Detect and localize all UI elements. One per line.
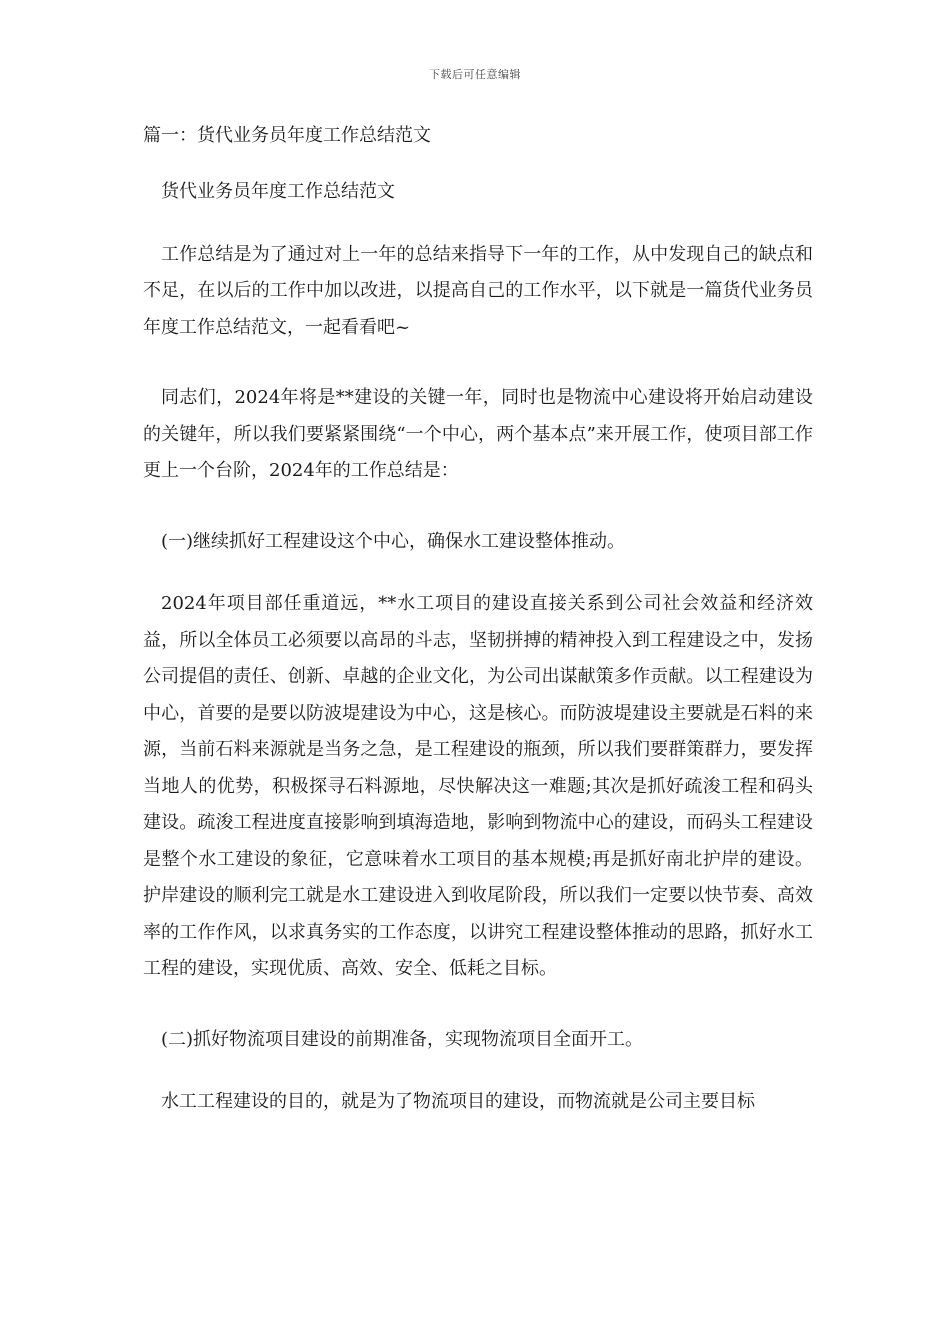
document-body bbox=[143, 118, 813, 1155]
paragraph-intro: 工作总结是为了通过对上一年的总结来指导下一年的工作，从中发现自己的缺点和不足，在以后的工作中加以改进，以提高自己的工作水平，以下就是一篇货代业务员年度工作总结范文，一起看看吧~ bbox=[143, 243, 813, 338]
section-heading-2: (二)抓好物流项目建设的前期准备，实现物流项目全面开工。 bbox=[161, 1028, 644, 1050]
paragraph-section-1: 2024年项目部任重道远，**水工项目的建设直接关系到公司社会效益和经济效益，所以全体员工必须要以高昂的斗志，坚韧拼搏的精神投入到工程建设之中，发扬公司提倡的责任、创新、卓越的企业文化，为公司出谋献策多作贡献。以工程建设为中心，首要的是要以防波堤建设为中心，这是核心。而防波堤建设主要就是石料的来源，当前石料来源就是当务之急，是工程建设的瓶颈，所以我们要群策群力，要发挥当地人的优势，积极探寻石料源地，尽快解决这一难题;其次是抓好疏浚工程和码头建设。疏浚工程进度直接影响到填海造地，影响到物流中心的建设，而码头工程建设是整个水工建设的象征，它意味着水工项目的基本规模;再是抓好南北护岸的建设。护岸建设的顺利完工就是水工建设进入到收尾阶段，所以我们一定要以快节奏、高效率的工作作风，以求真务实的工作态度，以讲究工程建设整体推动的思路，抓好水工工程的建设，实现优质、高效、安全、低耗之目标。 bbox=[143, 593, 813, 979]
paragraph-opening: 同志们，2024年将是**建设的关键一年，同时也是物流中心建设将开始启动建设的关键年，所以我们要紧紧围绕“一个中心，两个基本点”来开展工作，使项目部工作更上一个台阶，2024年的工作总结是： bbox=[143, 387, 813, 481]
header-note: 下载后可任意编辑 bbox=[429, 68, 521, 81]
section-heading-1: (一)继续抓好工程建设这个中心，确保水工建设整体推动。 bbox=[161, 530, 626, 552]
paragraph-section-2: 水工工程建设的目的，就是为了物流项目的建设，而物流就是公司主要目标 bbox=[161, 1091, 755, 1112]
document-title: 篇一：货代业务员年度工作总结范文 bbox=[143, 125, 431, 146]
paragraph-subtitle: 货代业务员年度工作总结范文 bbox=[161, 181, 395, 202]
